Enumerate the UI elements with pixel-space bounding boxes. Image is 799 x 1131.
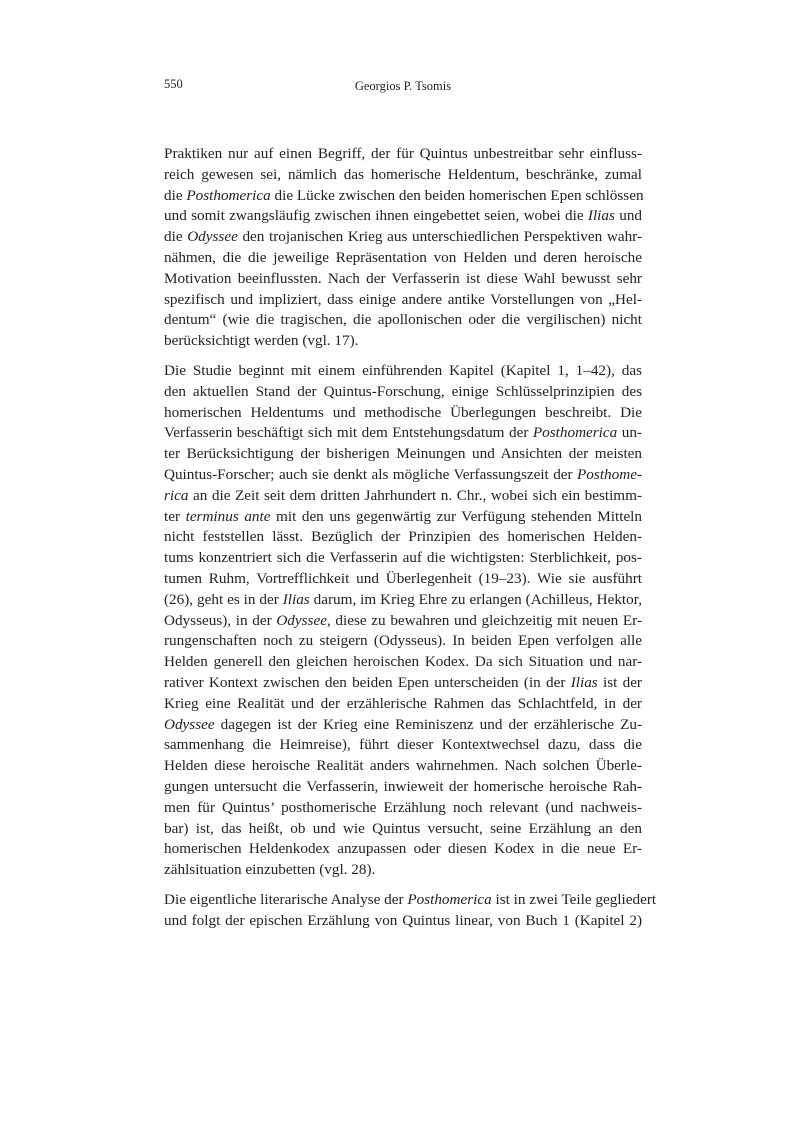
- paragraph: [164, 144, 642, 352]
- text-line: [164, 382, 642, 403]
- italic-title: Odyssee: [276, 611, 327, 629]
- italic-title: Posthomerica: [532, 424, 618, 442]
- text-run: gungen untersucht die Verfasserin, inwieweit der homerische heroische Rah-: [164, 777, 642, 795]
- text-line: [164, 403, 642, 424]
- text-run: mit den uns gegenwärtig zur Verfügung stehenden Mitteln: [270, 507, 642, 525]
- text-line: [164, 165, 642, 186]
- text-run: Motivation beeinflussten. Nach der Verfasserin ist diese Wahl bewusst sehr: [164, 269, 642, 287]
- text-run: und: [614, 207, 643, 225]
- text-run: dagegen ist der Krieg eine Reminiszenz und der erzählerische Zu-: [214, 715, 642, 733]
- running-head-author: Georgios P. Tsomis: [354, 79, 452, 93]
- text-run: und somit zwangsläufig zwischen ihnen eingebettet seien, wobei die: [164, 207, 588, 225]
- text-line: [164, 269, 642, 290]
- text-run: berücksichtigt werden (vgl. 17).: [164, 332, 359, 350]
- italic-title: Posthomerica: [186, 186, 271, 204]
- italic-title: Posthomerica: [407, 890, 492, 908]
- text-run: homerischen Heldentums und methodische Überlegungen beschreibt. Die: [164, 403, 642, 421]
- text-line: [164, 548, 642, 569]
- text-run: Quintus-Forscher; auch sie denkt als mögliche Verfassungszeit der: [164, 465, 578, 483]
- text-run: tumen Ruhm, Vortrefflichkeit und Überlegenheit (19–23). Wie sie ausführt: [164, 569, 642, 587]
- text-run: sammenhang die Heimreise), führt dieser Kontextwechsel dazu, dass die: [164, 736, 642, 754]
- text-line: [164, 673, 642, 694]
- text-run: an die Zeit seit dem dritten Jahrhundert n. Chr., wobei sich ein bestimm-: [188, 486, 642, 504]
- paragraph: [164, 361, 642, 881]
- text-run: reich gewesen sei, nämlich das homerische Heldentum, beschränke, zumal: [164, 165, 642, 183]
- text-line: [164, 694, 642, 715]
- text-run: bar) ist, das heißt, ob und wie Quintus versucht, seine Erzählung an den: [164, 819, 642, 837]
- text-line: [164, 911, 642, 932]
- text-run: ist in zwei Teile gegliedert: [491, 890, 657, 908]
- text-line: [164, 735, 642, 756]
- text-line: [164, 310, 642, 331]
- text-run: Helden diese heroische Realität anders wahrnehmen. Nach solchen Überle-: [164, 757, 642, 775]
- text-run: dentum“ (wie die tragischen, die apollonischen oder die vergilischen) nicht: [164, 311, 642, 329]
- text-line: [164, 652, 642, 673]
- running-head: [164, 74, 642, 94]
- text-run: die: [164, 186, 187, 204]
- text-line: [164, 631, 642, 652]
- text-run: ter Berücksichtigung der bisherigen Meinungen und Ansichten der meisten: [164, 445, 642, 463]
- text-run: un-: [617, 424, 642, 442]
- text-run: Odysseus), in der: [164, 611, 277, 629]
- italic-title: Posthome-: [577, 465, 642, 483]
- text-run: rungenschaften noch zu steigern (Odysseus). In beiden Epen verfolgen alle: [164, 632, 642, 650]
- text-line: [164, 756, 642, 777]
- body-text: [164, 144, 657, 940]
- text-line: [164, 715, 642, 736]
- text-line: [164, 798, 642, 819]
- text-run: den aktuellen Stand der Quintus-Forschung, einige Schlüsselprinzipien des: [164, 382, 642, 400]
- text-run: die: [164, 228, 188, 246]
- text-run: und folgt der epischen Erzählung von Quintus linear, von Buch 1 (Kapitel 2): [164, 911, 642, 929]
- text-run: den trojanischen Krieg aus unterschiedlichen Perspektiven wahr-: [237, 228, 642, 246]
- text-line: [164, 527, 642, 548]
- text-run: darum, im Krieg Ehre zu erlangen (Achilleus, Hektor,: [309, 590, 642, 608]
- text-run: ist der: [597, 673, 642, 691]
- text-line: [164, 819, 642, 840]
- text-line: [164, 890, 657, 911]
- italic-title: Ilias: [282, 590, 310, 608]
- italic-title: Ilias: [587, 207, 615, 225]
- text-run: , diese zu bewahren und gleichzeitig mit neuen Er-: [326, 611, 642, 629]
- text-run: ter: [164, 507, 186, 525]
- text-run: rativer Kontext zwischen den beiden Epen unterscheiden (in der: [164, 673, 571, 691]
- text-run: Die eigentliche literarische Analyse der: [164, 890, 408, 908]
- text-run: nicht feststellen lässt. Bezüglich der Prinzipien des homerischen Helden-: [164, 528, 642, 546]
- italic-title: Ilias: [570, 673, 598, 691]
- text-line: [164, 206, 642, 227]
- text-line: [164, 423, 642, 444]
- text-run: Praktiken nur auf einen Begriff, der für Quintus unbestreitbar sehr einfluss-: [164, 145, 642, 162]
- text-line: [164, 569, 642, 590]
- text-run: zählsituation einzubetten (vgl. 28).: [164, 861, 376, 879]
- text-run: nähmen, die die jeweilige Repräsentation von Helden und deren heroische: [164, 248, 642, 266]
- text-line: [164, 486, 642, 507]
- text-run: Verfasserin beschäftigt sich mit dem Entstehungsdatum der: [164, 424, 533, 442]
- italic-title: Odyssee: [164, 715, 215, 733]
- text-line: [164, 444, 642, 465]
- text-run: Helden generell den gleichen heroischen Kodex. Da sich Situation und nar-: [164, 653, 642, 671]
- italic-title: Odyssee: [187, 228, 238, 246]
- text-line: [164, 590, 642, 611]
- text-line: [164, 290, 642, 311]
- text-run: homerischen Heldenkodex anzupassen oder diesen Kodex in die neue Er-: [164, 840, 642, 858]
- text-line: [164, 331, 642, 352]
- paragraph: [164, 890, 657, 932]
- text-run: (26), geht es in der: [164, 590, 283, 608]
- text-line: [164, 227, 642, 248]
- text-run: Krieg eine Realität und der erzählerische Rahmen das Schlachtfeld, in der: [164, 694, 642, 712]
- italic-title: rica: [164, 486, 189, 504]
- text-run: die Lücke zwischen den beiden homerischen Epen schlössen: [270, 186, 644, 204]
- text-line: [164, 611, 642, 632]
- page-number: 550: [164, 77, 183, 91]
- text-run: spezifisch und impliziert, dass einige andere antike Vorstellungen von „Hel-: [164, 290, 642, 308]
- text-line: [164, 777, 642, 798]
- text-line: [164, 144, 642, 165]
- text-line: [164, 186, 642, 207]
- text-run: Die Studie beginnt mit einem einführenden Kapitel (Kapitel 1, 1–42), das: [164, 361, 642, 379]
- text-line: [164, 248, 642, 269]
- text-line: [164, 361, 642, 382]
- text-line: [164, 507, 642, 528]
- text-run: men für Quintus’ posthomerische Erzählung noch relevant (und nachweis-: [164, 798, 642, 816]
- text-line: [164, 839, 642, 860]
- text-line: [164, 465, 642, 486]
- italic-title: terminus ante: [185, 507, 271, 525]
- text-line: [164, 860, 642, 881]
- text-run: tums konzentriert sich die Verfasserin auf die wichtigsten: Sterblichkeit, pos-: [164, 549, 642, 567]
